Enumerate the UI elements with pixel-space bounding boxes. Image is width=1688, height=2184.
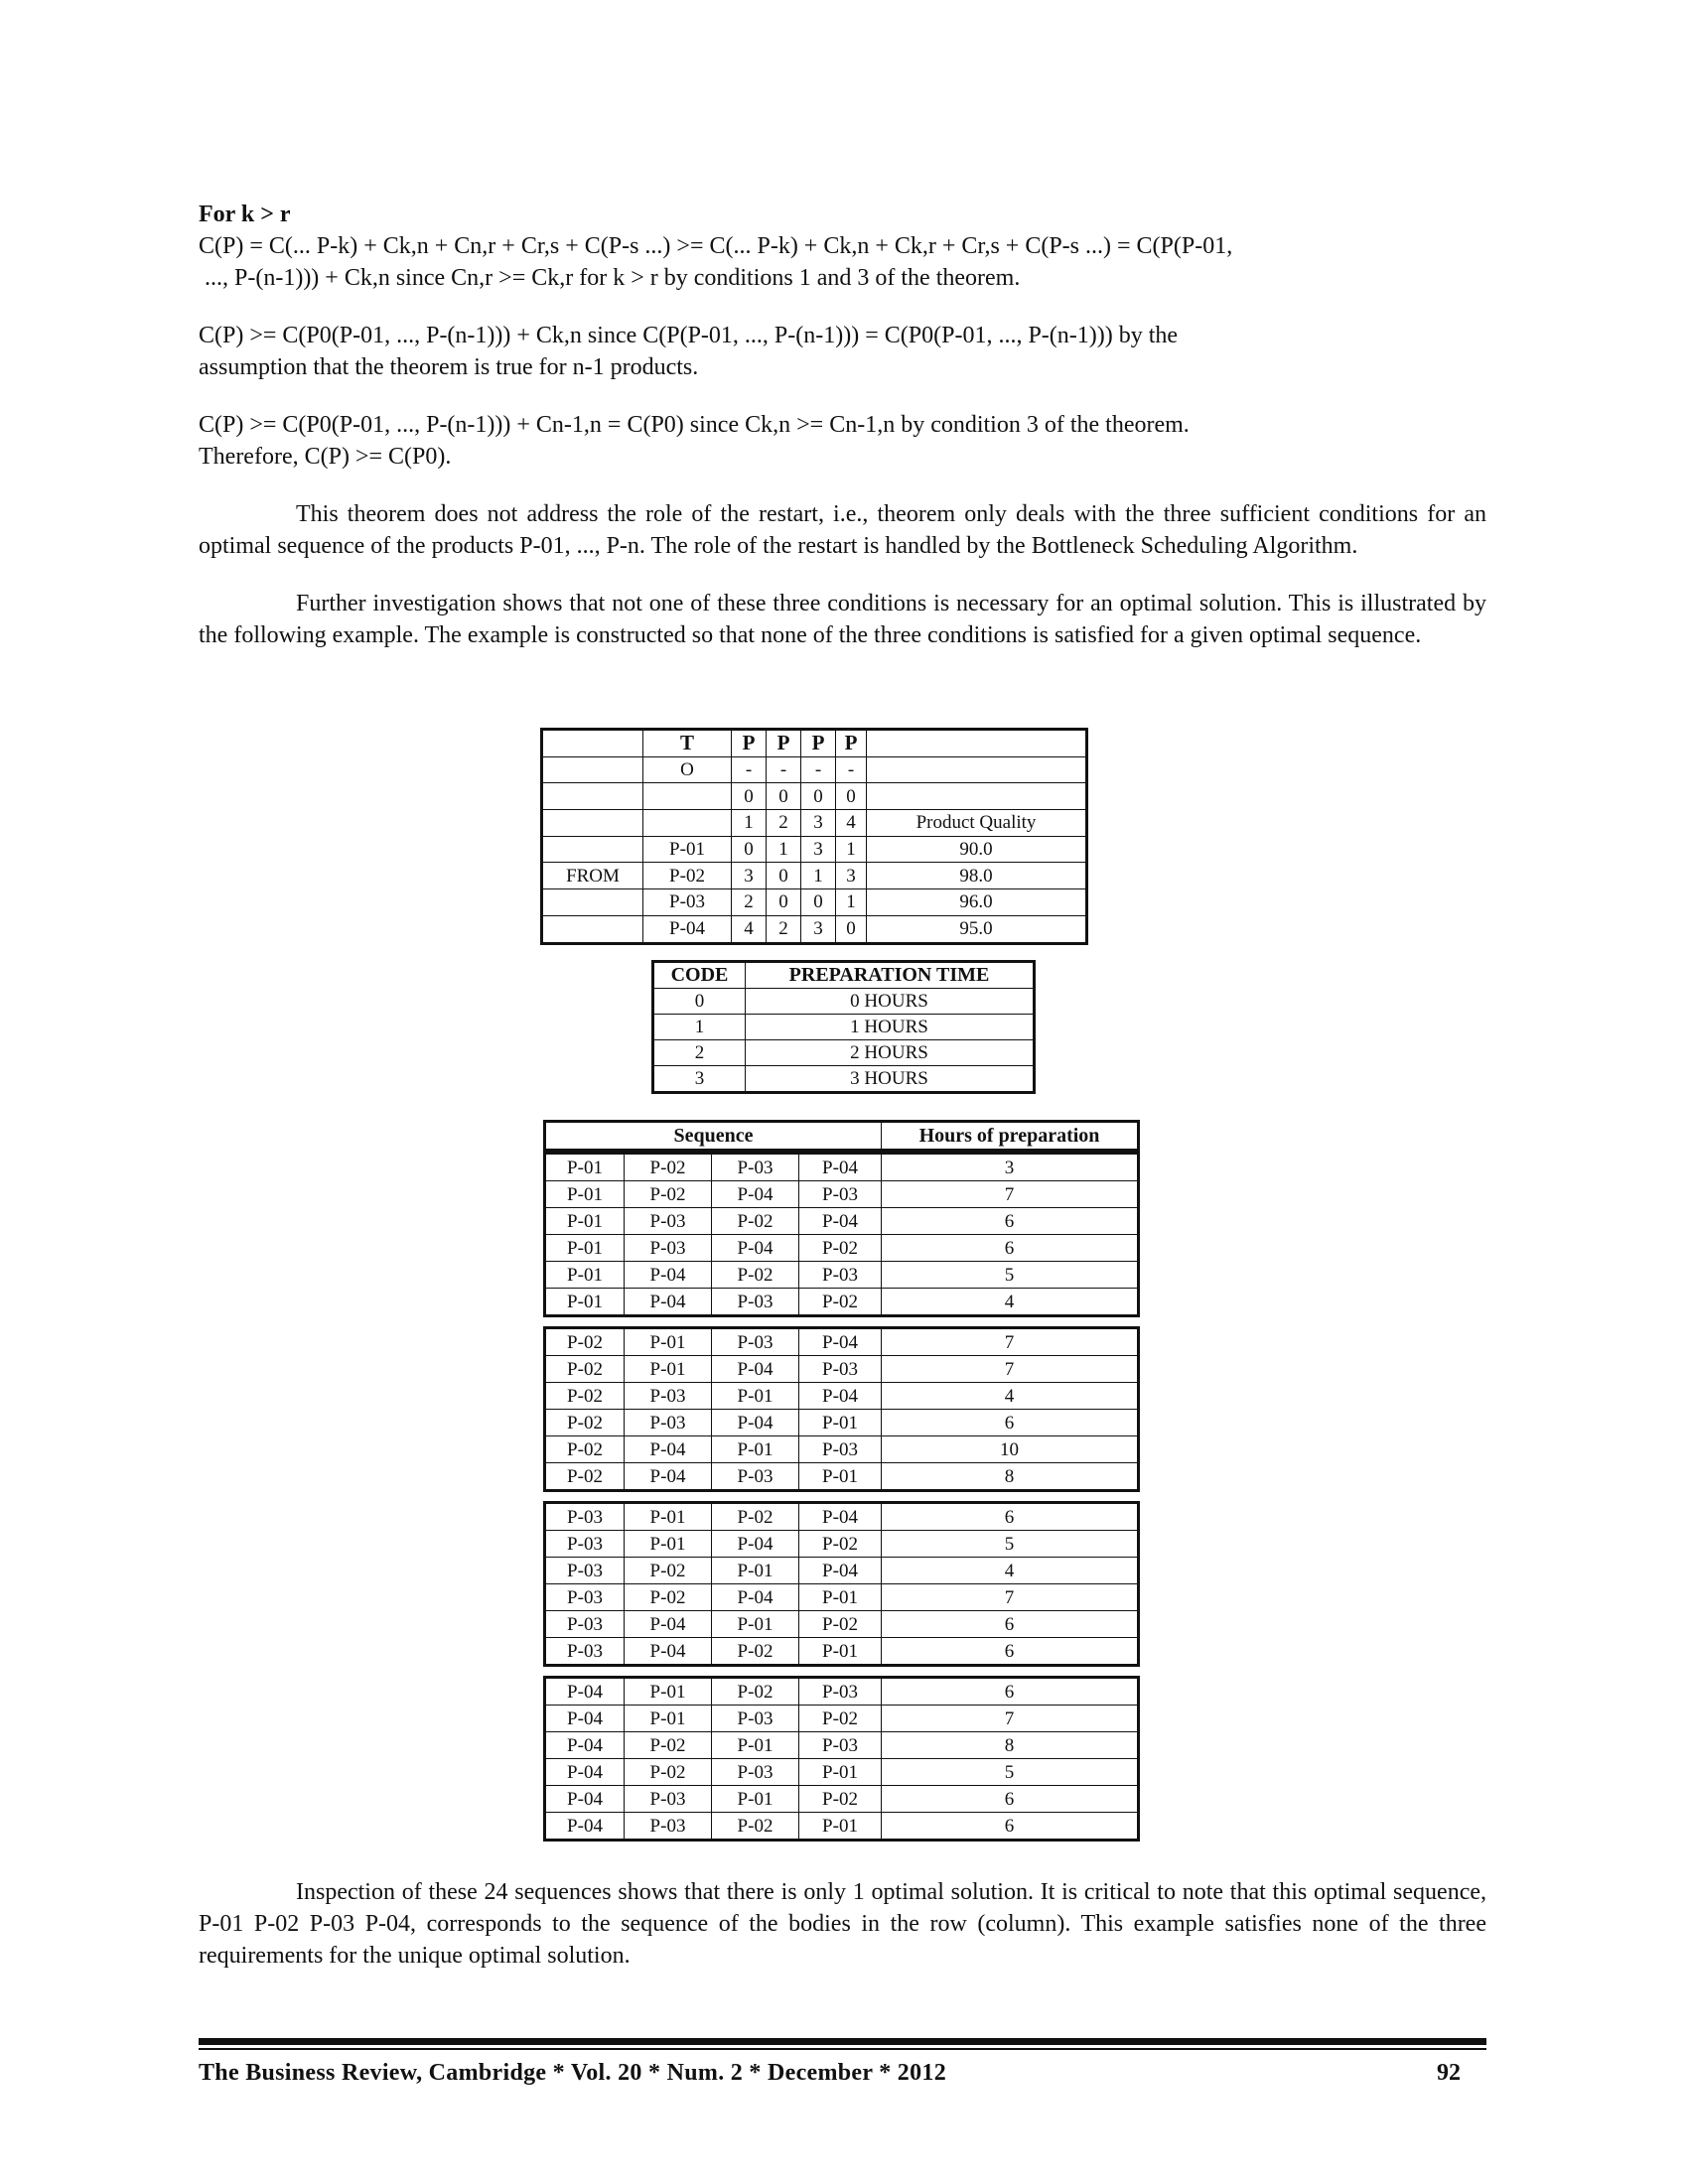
- sequence-cell: P-02: [712, 1208, 799, 1235]
- sequence-cell: P-01: [712, 1732, 799, 1759]
- sequence-cell: P-01: [545, 1181, 625, 1208]
- matrix-cell: FROM: [542, 863, 643, 889]
- sequence-cell: P-02: [625, 1584, 712, 1611]
- sequence-cell: P-03: [625, 1410, 712, 1436]
- sequence-cell: P-02: [625, 1732, 712, 1759]
- hours-cell: 6: [882, 1503, 1139, 1531]
- matrix-row: [542, 836, 1087, 863]
- hours-cell: 7: [882, 1181, 1139, 1208]
- closing-paragraph: Inspection of these 24 sequences shows that there is only 1 optimal solution. It is critical to note that this optimal sequence, P-01 P-02 P-03 P-04, corresponds to the sequence of the bodies in the row (column). This example satisfies none of the three requirements for the unique optimal solution.: [199, 1879, 1486, 1969]
- sequence-cell: P-04: [545, 1678, 625, 1706]
- matrix-cell: 95.0: [867, 915, 1087, 943]
- code-cell: 3: [653, 1066, 746, 1093]
- sequence-cell: P-04: [712, 1356, 799, 1383]
- matrix-header-cell: [867, 730, 1087, 757]
- sequence-cell: P-02: [545, 1410, 625, 1436]
- sequence-cell: P-03: [625, 1383, 712, 1410]
- matrix-header-row: [542, 783, 1087, 810]
- sequence-row: [545, 1328, 1139, 1356]
- sequence-cell: P-01: [799, 1410, 882, 1436]
- sequence-cell: P-04: [545, 1759, 625, 1786]
- matrix-header-cell: O: [643, 756, 732, 783]
- sequence-row: [545, 1503, 1139, 1531]
- matrix-header-cell: [542, 810, 643, 837]
- sequence-cell: P-03: [545, 1531, 625, 1558]
- matrix-header-cell: 2: [767, 810, 801, 837]
- sequence-cell: P-04: [625, 1463, 712, 1491]
- sequence-cell: P-02: [712, 1813, 799, 1841]
- matrix-header-cell: -: [732, 756, 767, 783]
- matrix-header-cell: Product Quality: [867, 810, 1087, 837]
- matrix-header-cell: -: [801, 756, 836, 783]
- matrix-header-cell: 1: [732, 810, 767, 837]
- sequence-cell: P-03: [545, 1503, 625, 1531]
- sequence-cell: P-04: [545, 1706, 625, 1732]
- matrix-cell: 1: [836, 836, 867, 863]
- matrix-header-cell: [867, 783, 1087, 810]
- sequence-row: [545, 1463, 1139, 1491]
- page-body: [199, 199, 1486, 677]
- closing-paragraph-block: [199, 1876, 1486, 1997]
- sequence-cell: P-04: [625, 1638, 712, 1666]
- sequence-cell: P-04: [545, 1732, 625, 1759]
- hours-cell: 4: [882, 1289, 1139, 1316]
- sequence-cell: P-02: [799, 1289, 882, 1316]
- paragraph-1-line-2: ..., P-(n-1))) + Ck,n since Cn,r >= Ck,r for k > r by conditions 1 and 3 of the theorem.: [205, 265, 1021, 291]
- matrix-cell: 0: [801, 889, 836, 916]
- sequence-cell: P-01: [712, 1786, 799, 1813]
- code-header-row: [653, 962, 1035, 989]
- sequence-cell: P-03: [712, 1706, 799, 1732]
- matrix-cell: 1: [767, 836, 801, 863]
- matrix-header-cell: 0: [801, 783, 836, 810]
- matrix-header-row: [542, 756, 1087, 783]
- sequence-cell: P-04: [545, 1786, 625, 1813]
- sequence-cell: P-03: [712, 1759, 799, 1786]
- sequence-cell: P-03: [712, 1463, 799, 1491]
- sequence-cell: P-01: [625, 1706, 712, 1732]
- hours-cell: 6: [882, 1611, 1139, 1638]
- matrix-cell: 3: [836, 863, 867, 889]
- sequence-cell: P-03: [799, 1262, 882, 1289]
- matrix-cell: P-04: [643, 915, 732, 943]
- code-cell: 3 HOURS: [746, 1066, 1035, 1093]
- matrix-header-cell: 3: [801, 810, 836, 837]
- code-row: [653, 1040, 1035, 1066]
- matrix-cell: 3: [801, 915, 836, 943]
- sequence-row: [545, 1786, 1139, 1813]
- sequence-group-table: [543, 1676, 1140, 1842]
- sequence-cell: P-01: [625, 1531, 712, 1558]
- sequence-cell: P-02: [625, 1558, 712, 1584]
- hours-cell: 10: [882, 1436, 1139, 1463]
- sequence-row: [545, 1235, 1139, 1262]
- sequence-cell: P-01: [545, 1262, 625, 1289]
- sequence-cell: P-01: [712, 1436, 799, 1463]
- footer-rule-thin: [199, 2048, 1486, 2050]
- sequence-cell: P-04: [712, 1235, 799, 1262]
- paragraph-2-line-1: C(P) >= C(P0(P-01, ..., P-(n-1))) + Ck,n since C(P(P-01, ..., P-(n-1))) = C(P0(P-01, ..., P-(n-1))) by the: [199, 323, 1179, 348]
- paragraph-1-line-1: C(P) = C(... P-k) + Ck,n + Cn,r + Cr,s + C(P-s ...) >= C(... P-k) + Ck,n + Ck,r + Cr,s + C(P-s ...) = C(P(P-01,: [199, 233, 1233, 259]
- matrix-cell: 0: [767, 863, 801, 889]
- matrix-cell: [542, 915, 643, 943]
- matrix-header-cell: -: [836, 756, 867, 783]
- sequence-group-table: [543, 1326, 1140, 1492]
- sequence-row: [545, 1531, 1139, 1558]
- sequence-cell: P-03: [799, 1436, 882, 1463]
- sequence-cell: P-01: [799, 1584, 882, 1611]
- footer-rule-thick: [199, 2038, 1486, 2045]
- sequence-row: [545, 1611, 1139, 1638]
- sequence-row: [545, 1558, 1139, 1584]
- hours-cell: 6: [882, 1678, 1139, 1706]
- matrix-cell: 1: [801, 863, 836, 889]
- matrix-cell: [542, 836, 643, 863]
- sequence-cell: P-01: [625, 1328, 712, 1356]
- sequence-cell: P-03: [712, 1154, 799, 1181]
- matrix-header-cell: 4: [836, 810, 867, 837]
- paragraph-5: Further investigation shows that not one of these three conditions is necessary for an optimal solution. This is illustrated by the following example. The example is constructed so that none of the three conditions is satisfied for a given optimal sequence.: [199, 591, 1486, 648]
- footer-journal: The Business Review, Cambridge * Vol. 20 * Num. 2 * December * 2012: [199, 2060, 946, 2086]
- sequence-cell: P-01: [712, 1611, 799, 1638]
- matrix-cell: [542, 889, 643, 916]
- matrix-header-cell: P: [801, 730, 836, 757]
- hours-cell: 6: [882, 1410, 1139, 1436]
- matrix-header-cell: P: [836, 730, 867, 757]
- matrix-header-cell: [542, 756, 643, 783]
- paragraph-3-line-2: Therefore, C(P) >= C(P0).: [199, 444, 452, 470]
- paragraph-4: This theorem does not address the role of the restart, i.e., theorem only deals with the three sufficient conditions for an optimal sequence of the products P-01, ..., P-n. The role of the restart is handled by the Bottleneck Scheduling Algorithm.: [199, 501, 1486, 559]
- sequence-cell: P-03: [625, 1786, 712, 1813]
- matrix-header-cell: 0: [732, 783, 767, 810]
- sequence-row: [545, 1638, 1139, 1666]
- hours-cell: 8: [882, 1463, 1139, 1491]
- sequence-row: [545, 1706, 1139, 1732]
- code-cell: 0 HOURS: [746, 989, 1035, 1015]
- matrix-header-cell: [867, 756, 1087, 783]
- sequence-cell: P-04: [625, 1611, 712, 1638]
- matrix-header-row: [542, 810, 1087, 837]
- sequence-cell: P-02: [545, 1463, 625, 1491]
- matrix-header-cell: [643, 783, 732, 810]
- sequence-cell: P-01: [799, 1463, 882, 1491]
- sequence-row: [545, 1262, 1139, 1289]
- hours-cell: 6: [882, 1235, 1139, 1262]
- sequence-cell: P-02: [799, 1611, 882, 1638]
- hours-cell: 6: [882, 1208, 1139, 1235]
- matrix-cell: 3: [732, 863, 767, 889]
- matrix-cell: 98.0: [867, 863, 1087, 889]
- sequence-cell: P-03: [799, 1181, 882, 1208]
- sequence-cell: P-03: [799, 1732, 882, 1759]
- paragraph-3: [199, 409, 1486, 473]
- sequence-cell: P-03: [799, 1356, 882, 1383]
- sequence-cell: P-03: [625, 1235, 712, 1262]
- sequence-cell: P-01: [625, 1678, 712, 1706]
- sequence-cell: P-03: [712, 1328, 799, 1356]
- sequence-cell: P-02: [799, 1235, 882, 1262]
- sequence-cell: P-04: [799, 1154, 882, 1181]
- sequence-cell: P-02: [799, 1786, 882, 1813]
- sequence-cell: P-04: [625, 1262, 712, 1289]
- matrix-header-cell: T: [643, 730, 732, 757]
- matrix-cell: 3: [801, 836, 836, 863]
- matrix-header-cell: 0: [836, 783, 867, 810]
- matrix-cell: 2: [732, 889, 767, 916]
- code-cell: 0: [653, 989, 746, 1015]
- sequence-cell: P-02: [712, 1638, 799, 1666]
- setup-matrix-table: [540, 728, 1088, 945]
- matrix-cell: 0: [836, 915, 867, 943]
- page-number: 92: [1437, 2060, 1461, 2086]
- sequence-cell: P-02: [545, 1328, 625, 1356]
- code-cell: 1 HOURS: [746, 1015, 1035, 1040]
- hours-cell: 8: [882, 1732, 1139, 1759]
- hours-cell: 7: [882, 1584, 1139, 1611]
- matrix-cell: P-01: [643, 836, 732, 863]
- hours-cell: 6: [882, 1786, 1139, 1813]
- sequence-cell: P-01: [625, 1356, 712, 1383]
- hours-cell: 7: [882, 1706, 1139, 1732]
- matrix-cell: P-02: [643, 863, 732, 889]
- sequence-row: [545, 1356, 1139, 1383]
- sequence-row: [545, 1208, 1139, 1235]
- matrix-header-cell: -: [767, 756, 801, 783]
- matrix-cell: 2: [767, 915, 801, 943]
- sequence-cell: P-01: [712, 1558, 799, 1584]
- sequence-cell: P-01: [712, 1383, 799, 1410]
- code-row: [653, 1015, 1035, 1040]
- hours-cell: 4: [882, 1383, 1139, 1410]
- sequence-cell: P-03: [545, 1558, 625, 1584]
- sequence-cell: P-03: [799, 1678, 882, 1706]
- sequence-cell: P-02: [625, 1181, 712, 1208]
- sequence-group-table: [543, 1501, 1140, 1667]
- sequence-cell: P-04: [625, 1289, 712, 1316]
- sequence-row: [545, 1289, 1139, 1316]
- sequence-row: [545, 1154, 1139, 1181]
- hours-cell: 4: [882, 1558, 1139, 1584]
- sequence-cell: P-03: [625, 1813, 712, 1841]
- sequence-cell: P-01: [799, 1638, 882, 1666]
- sequence-cell: P-04: [712, 1584, 799, 1611]
- code-cell: 2: [653, 1040, 746, 1066]
- matrix-cell: 1: [836, 889, 867, 916]
- sequence-table-header: [543, 1120, 1140, 1152]
- sequence-cell: P-03: [545, 1584, 625, 1611]
- sequence-cell: P-02: [799, 1531, 882, 1558]
- sequence-cell: P-04: [712, 1410, 799, 1436]
- sequence-row: [545, 1678, 1139, 1706]
- sequence-cell: P-03: [625, 1208, 712, 1235]
- sequence-cell: P-01: [545, 1208, 625, 1235]
- sequence-group-table: [543, 1152, 1140, 1317]
- code-header-cell: PREPARATION TIME: [746, 962, 1035, 989]
- matrix-header-cell: [542, 783, 643, 810]
- sequence-cell: P-04: [545, 1813, 625, 1841]
- section-heading: For k > r: [199, 202, 291, 227]
- code-row: [653, 989, 1035, 1015]
- matrix-cell: 90.0: [867, 836, 1087, 863]
- hours-cell: 3: [882, 1154, 1139, 1181]
- sequence-cell: P-01: [545, 1235, 625, 1262]
- hours-cell: 5: [882, 1759, 1139, 1786]
- paragraph-2-line-2: assumption that the theorem is true for n-1 products.: [199, 354, 699, 380]
- sequence-cell: P-02: [545, 1356, 625, 1383]
- sequence-cell: P-02: [545, 1383, 625, 1410]
- sequence-cell: P-04: [712, 1181, 799, 1208]
- sequence-cell: P-02: [625, 1759, 712, 1786]
- sequence-row: [545, 1813, 1139, 1841]
- preparation-code-table: [651, 960, 1036, 1094]
- hours-cell: 7: [882, 1328, 1139, 1356]
- matrix-header-cell: P: [767, 730, 801, 757]
- matrix-header-cell: 0: [767, 783, 801, 810]
- sequence-cell: P-01: [545, 1154, 625, 1181]
- hours-cell: 5: [882, 1262, 1139, 1289]
- hours-cell: 6: [882, 1638, 1139, 1666]
- sequence-cell: P-02: [712, 1262, 799, 1289]
- sequence-cell: P-01: [799, 1759, 882, 1786]
- hours-cell: 7: [882, 1356, 1139, 1383]
- sequence-cell: P-03: [545, 1611, 625, 1638]
- sequence-row: [545, 1732, 1139, 1759]
- matrix-row: [542, 915, 1087, 943]
- hours-header: Hours of preparation: [882, 1122, 1139, 1151]
- sequence-cell: P-04: [799, 1558, 882, 1584]
- sequence-row: [545, 1383, 1139, 1410]
- matrix-row: [542, 889, 1087, 916]
- matrix-row: [542, 863, 1087, 889]
- sequence-cell: P-04: [799, 1503, 882, 1531]
- sequence-cell: P-02: [712, 1503, 799, 1531]
- code-header-cell: CODE: [653, 962, 746, 989]
- sequence-cell: P-03: [545, 1638, 625, 1666]
- matrix-header-cell: P: [732, 730, 767, 757]
- hours-cell: 5: [882, 1531, 1139, 1558]
- code-cell: 1: [653, 1015, 746, 1040]
- sequence-cell: P-01: [545, 1289, 625, 1316]
- sequence-cell: P-01: [625, 1503, 712, 1531]
- paragraph-1: [199, 230, 1486, 294]
- code-row: [653, 1066, 1035, 1093]
- matrix-cell: 4: [732, 915, 767, 943]
- sequence-row: [545, 1181, 1139, 1208]
- paragraph-2: [199, 320, 1486, 383]
- sequence-row: [545, 1436, 1139, 1463]
- sequence-cell: P-04: [625, 1436, 712, 1463]
- matrix-cell: 96.0: [867, 889, 1087, 916]
- matrix-cell: P-03: [643, 889, 732, 916]
- matrix-header-cell: [542, 730, 643, 757]
- sequence-row: [545, 1759, 1139, 1786]
- sequence-cell: P-02: [625, 1154, 712, 1181]
- hours-cell: 6: [882, 1813, 1139, 1841]
- code-cell: 2 HOURS: [746, 1040, 1035, 1066]
- sequence-header: Sequence: [545, 1122, 882, 1151]
- matrix-header-cell: [643, 810, 732, 837]
- sequence-cell: P-01: [799, 1813, 882, 1841]
- matrix-cell: 0: [767, 889, 801, 916]
- paragraph-3-line-1: C(P) >= C(P0(P-01, ..., P-(n-1))) + Cn-1,n = C(P0) since Ck,n >= Cn-1,n by condition 3 of the theorem.: [199, 412, 1190, 438]
- sequence-cell: P-02: [799, 1706, 882, 1732]
- sequence-cell: P-04: [799, 1328, 882, 1356]
- sequence-cell: P-04: [799, 1383, 882, 1410]
- sequence-cell: P-02: [712, 1678, 799, 1706]
- sequence-cell: P-04: [799, 1208, 882, 1235]
- sequence-cell: P-03: [712, 1289, 799, 1316]
- sequence-row: [545, 1410, 1139, 1436]
- sequence-row: [545, 1584, 1139, 1611]
- sequence-cell: P-02: [545, 1436, 625, 1463]
- matrix-cell: 0: [732, 836, 767, 863]
- matrix-header-row: [542, 730, 1087, 757]
- sequence-cell: P-04: [712, 1531, 799, 1558]
